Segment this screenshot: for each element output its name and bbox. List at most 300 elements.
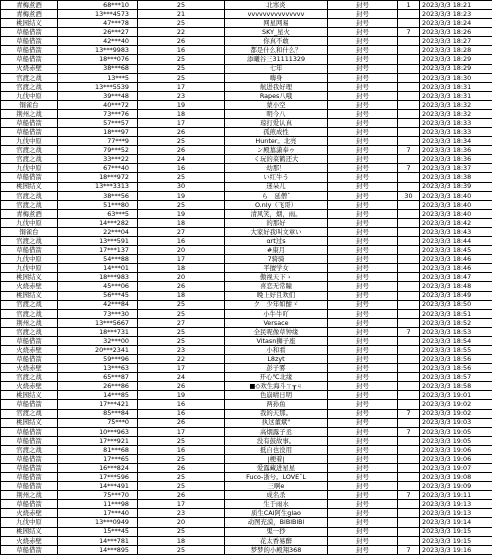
time-cell: 2023/3/3 18:58 (420, 382, 492, 391)
nickname-cell: 蒙小空 (225, 100, 328, 109)
nickname-cell: 添曦谷三31111329 (225, 55, 328, 64)
server-cell: 官渡之战 (1, 445, 58, 454)
action-cell: 封号 (328, 300, 398, 309)
days-cell (398, 209, 420, 218)
action-cell: 封号 (328, 146, 398, 155)
table-row (1, 182, 492, 191)
time-cell: 2023/3/3 18:56 (420, 364, 492, 373)
nickname-cell: 七年 (225, 64, 328, 73)
action-cell: 封号 (328, 182, 398, 191)
account-cell: 77***9 (58, 137, 138, 146)
server-cell: 火烧赤壁 (1, 282, 58, 291)
days-cell (398, 418, 420, 427)
server-cell: 官渡之战 (1, 409, 58, 418)
time-cell: 2023/3/3 19:08 (420, 473, 492, 482)
action-cell: 封号 (328, 518, 398, 527)
account-cell: 13***5 (58, 73, 138, 82)
action-cell: 封号 (328, 445, 398, 454)
table-row (1, 137, 492, 146)
nickname-cell: 鬼一抄 (225, 527, 328, 536)
action-cell: 封号 (328, 318, 398, 327)
server-cell: 草船借箭 (1, 463, 58, 472)
server-cell: 官渡之战 (1, 73, 58, 82)
time-cell: 2023/3/3 18:49 (420, 291, 492, 300)
server-cell: 草船借箭 (1, 246, 58, 255)
account-cell: 14***01 (58, 264, 138, 273)
level-cell: 23 (138, 91, 225, 100)
nickname-cell: 没有鼓故事。 (225, 436, 328, 445)
time-cell: 2023/3/3 18:56 (420, 355, 492, 364)
days-cell (398, 137, 420, 146)
account-cell: 14***491 (58, 482, 138, 491)
level-cell: 25 (138, 173, 225, 182)
action-cell: 封号 (328, 527, 398, 536)
nickname-cell: 爱露藏进星星 (225, 463, 328, 472)
account-cell: 13***0949 (58, 518, 138, 527)
level-cell: 20 (138, 246, 225, 255)
level-cell: 27 (138, 227, 225, 236)
time-cell: 2023/3/3 19:16 (420, 545, 492, 554)
nickname-cell: 晚上好且欢们 (225, 291, 328, 300)
level-cell: 18 (138, 536, 225, 545)
nickname-cell: 开心℃北缘 (225, 373, 328, 382)
days-cell (398, 445, 420, 454)
days-cell: 7 (398, 164, 420, 173)
nickname-cell: 小牛牛吖 (225, 309, 328, 318)
level-cell: 18 (138, 291, 225, 300)
level-cell: 18 (138, 218, 225, 227)
account-cell: 14***282 (58, 218, 138, 227)
time-cell: 2023/3/3 18:47 (420, 273, 492, 282)
days-cell: 30 (398, 191, 420, 200)
days-cell (398, 46, 420, 55)
days-cell: 7 (398, 545, 420, 554)
action-cell: 封号 (328, 418, 398, 427)
nickname-cell: |梗着| (225, 454, 328, 463)
time-cell: 2023/3/3 19:09 (420, 482, 492, 491)
action-cell: 封号 (328, 309, 398, 318)
action-cell: 封号 (328, 491, 398, 500)
nickname-cell: 梦梦的小殿翔368 (225, 545, 328, 554)
days-cell (398, 518, 420, 527)
time-cell: 2023/3/3 18:40 (420, 209, 492, 218)
level-cell: 25 (138, 545, 225, 554)
action-cell: 封号 (328, 473, 398, 482)
nickname-cell: L8zyt (225, 355, 328, 364)
table-row (1, 273, 492, 282)
nickname-cell: 清风笑，烟，雨。 (225, 209, 328, 218)
action-cell: 封号 (328, 427, 398, 436)
table-row (1, 155, 492, 164)
table-row (1, 518, 492, 527)
account-cell: 22***04 (58, 227, 138, 236)
table-row (1, 10, 492, 19)
days-cell (398, 454, 420, 463)
account-cell: 18***972 (58, 173, 138, 182)
days-cell (398, 463, 420, 472)
table-row (1, 37, 492, 46)
days-cell (398, 155, 420, 164)
table-row (1, 300, 492, 309)
time-cell: 2023/3/3 18:32 (420, 109, 492, 118)
nickname-cell: 花太香易醉 (225, 536, 328, 545)
level-cell: 25 (138, 482, 225, 491)
table-row (1, 237, 492, 246)
time-cell: 2023/3/3 18:44 (420, 237, 492, 246)
time-cell: 2023/3/3 18:30 (420, 73, 492, 82)
action-cell: 封号 (328, 436, 398, 445)
time-cell: 2023/3/3 18:31 (420, 91, 492, 100)
days-cell (398, 355, 420, 364)
server-cell: 草船借箭 (1, 55, 58, 64)
server-cell: 桃园结义 (1, 182, 58, 191)
server-cell: 青梅煮酒 (1, 209, 58, 218)
account-cell: 68***10 (58, 1, 138, 10)
action-cell: 封号 (328, 191, 398, 200)
server-cell: 铜雀台 (1, 100, 58, 109)
level-cell: 16 (138, 445, 225, 454)
table-row (1, 109, 492, 118)
server-cell: 火烧赤壁 (1, 509, 58, 518)
account-cell: 85***84 (58, 409, 138, 418)
nickname-cell: 彭子雾 (225, 364, 328, 373)
action-cell: 封号 (328, 291, 398, 300)
server-cell: 草船借箭 (1, 128, 58, 137)
level-cell: 17 (138, 119, 225, 128)
level-cell: 25 (138, 527, 225, 536)
server-cell: 火烧赤壁 (1, 345, 58, 354)
level-cell: 18 (138, 109, 225, 118)
account-cell: 17***137 (58, 246, 138, 255)
days-cell (398, 128, 420, 137)
table-row (1, 409, 492, 418)
account-cell: 17***921 (58, 436, 138, 445)
time-cell: 2023/3/3 19:02 (420, 409, 492, 418)
action-cell: 封号 (328, 218, 398, 227)
days-cell (398, 182, 420, 191)
time-cell: 2023/3/3 18:34 (420, 137, 492, 146)
action-cell: 封号 (328, 173, 398, 182)
server-cell: 草船借箭 (1, 427, 58, 436)
level-cell: 25 (138, 64, 225, 73)
nickname-cell: 都是什么和什么？ (225, 46, 328, 55)
account-cell: 17***596 (58, 473, 138, 482)
time-cell: 2023/3/3 18:54 (420, 336, 492, 345)
action-cell: 封号 (328, 19, 398, 28)
account-cell: 73***76 (58, 109, 138, 118)
time-cell: 2023/3/3 18:29 (420, 64, 492, 73)
nickname-cell: 航进我好理 (225, 82, 328, 91)
level-cell: 25 (138, 55, 225, 64)
nickname-cell: #康月 (225, 246, 328, 255)
table-row (1, 291, 492, 300)
days-cell (398, 382, 420, 391)
account-cell: 75***70 (58, 491, 138, 500)
nickname-cell: 两孙鱼 (225, 400, 328, 409)
action-cell: 封号 (328, 373, 398, 382)
days-cell (398, 246, 420, 255)
server-cell: 火烧赤壁 (1, 364, 58, 373)
level-cell: 16 (138, 400, 225, 409)
days-cell (398, 300, 420, 309)
server-cell: 草船借箭 (1, 28, 58, 37)
time-cell: 2023/3/3 18:33 (420, 128, 492, 137)
time-cell: 2023/3/3 18:39 (420, 182, 492, 191)
table-row (1, 73, 492, 82)
nickname-cell: 质生CAI阿生glao (225, 509, 328, 518)
nickname-cell: Rapes八哦 (225, 91, 328, 100)
table-row (1, 445, 492, 454)
days-cell (398, 345, 420, 354)
days-cell (398, 500, 420, 509)
time-cell: 2023/3/3 19:01 (420, 391, 492, 400)
days-cell: 7 (398, 327, 420, 336)
level-cell: 25 (138, 200, 225, 209)
level-cell: 26 (138, 37, 225, 46)
action-cell: 封号 (328, 237, 398, 246)
account-cell: 18***97 (58, 128, 138, 137)
table-row (1, 427, 492, 436)
time-cell: 2023/3/3 18:53 (420, 327, 492, 336)
account-cell: 16***824 (58, 463, 138, 472)
account-cell: 18***983 (58, 273, 138, 282)
nickname-cell: 平擅学女 (225, 264, 328, 273)
level-cell: 26 (138, 463, 225, 472)
account-cell: 13***3313 (58, 182, 138, 191)
level-cell: 25 (138, 436, 225, 445)
account-cell: 42***84 (58, 300, 138, 309)
nickname-cell: 抵自也没用 (225, 445, 328, 454)
account-cell: 47***78 (58, 19, 138, 28)
account-cell: 14***85 (58, 391, 138, 400)
nickname-cell: 7骑骑 (225, 255, 328, 264)
server-cell: 荆州之战 (1, 318, 58, 327)
account-cell: 54***88 (58, 255, 138, 264)
days-cell (398, 364, 420, 373)
action-cell: 封号 (328, 463, 398, 472)
time-cell: 2023/3/3 18:40 (420, 191, 492, 200)
time-cell: 2023/3/3 18:43 (420, 227, 492, 236)
account-cell: 63***5 (58, 209, 138, 218)
server-cell: 草船借箭 (1, 473, 58, 482)
nickname-cell: 全民呢像草钟缘 (225, 327, 328, 336)
days-cell (398, 82, 420, 91)
days-cell: 7 (398, 427, 420, 436)
action-cell: 封号 (328, 209, 398, 218)
time-cell: 2023/3/3 18:55 (420, 345, 492, 354)
account-cell: 81***68 (58, 445, 138, 454)
level-cell: 26 (138, 418, 225, 427)
action-cell: 封号 (328, 382, 398, 391)
nickname-cell: 明今八 (225, 109, 328, 118)
level-cell: 25 (138, 309, 225, 318)
days-cell (398, 400, 420, 409)
action-cell: 封号 (328, 454, 398, 463)
time-cell: 2023/3/3 18:48 (420, 282, 492, 291)
account-cell: 42***40 (58, 37, 138, 46)
level-cell: 17 (138, 82, 225, 91)
time-cell: 2023/3/3 18:32 (420, 100, 492, 109)
time-cell: 2023/3/3 19:05 (420, 436, 492, 445)
server-cell: 青梅煮酒 (1, 1, 58, 10)
account-cell: 75***0 (58, 418, 138, 427)
nickname-cell: 喜恋无常瞳 (225, 282, 328, 291)
level-cell: 26 (138, 491, 225, 500)
server-cell: 桃园结义 (1, 527, 58, 536)
account-cell: 15***45 (58, 527, 138, 536)
server-cell: 火烧赤壁 (1, 382, 58, 391)
account-cell: 13***4573 (58, 10, 138, 19)
time-cell: 2023/3/3 18:23 (420, 10, 492, 19)
action-cell: 封号 (328, 482, 398, 491)
nickname-cell: Versace (225, 318, 328, 327)
days-cell (398, 255, 420, 264)
table-row (1, 55, 492, 64)
nickname-cell: 生于雨水 (225, 500, 328, 509)
level-cell: 20 (138, 518, 225, 527)
nickname-cell: 成名杀 (225, 491, 328, 500)
days-cell (398, 73, 420, 82)
time-cell: 2023/3/3 19:05 (420, 427, 492, 436)
table-row (1, 491, 492, 500)
table-row (1, 119, 492, 128)
nickname-cell: 迷朵儿 (225, 182, 328, 191)
table-row (1, 1, 492, 10)
action-cell: 封号 (328, 345, 398, 354)
days-cell (398, 282, 420, 291)
nickname-cell: 你真不敢 (225, 37, 328, 46)
server-cell: 桃园结义 (1, 19, 58, 28)
time-cell: 2023/3/3 18:37 (420, 164, 492, 173)
server-cell: 九伐中原 (1, 218, 58, 227)
nickname-cell: O.nly（飞哥） (225, 200, 328, 209)
level-cell: 26 (138, 128, 225, 137)
action-cell: 封号 (328, 246, 398, 255)
level-cell: 27 (138, 318, 225, 327)
action-cell: 封号 (328, 364, 398, 373)
nickname-cell: 孤煎成性 (225, 128, 328, 137)
table-row (1, 128, 492, 137)
days-cell (398, 37, 420, 46)
account-cell: 13***9983 (58, 46, 138, 55)
table-row (1, 473, 492, 482)
days-cell (398, 10, 420, 19)
action-cell: 封号 (328, 409, 398, 418)
action-cell: 封号 (328, 37, 398, 46)
time-cell: 2023/3/3 18:52 (420, 318, 492, 327)
level-cell: 16 (138, 409, 225, 418)
action-cell: 封号 (328, 109, 398, 118)
table-row (1, 364, 492, 373)
action-cell: 封号 (328, 200, 398, 209)
time-cell: 2023/3/3 18:28 (420, 46, 492, 55)
action-cell: 封号 (328, 327, 398, 336)
level-cell: 25 (138, 473, 225, 482)
nickname-cell: Hunter。北亮 (225, 137, 328, 146)
action-cell: 封号 (328, 128, 398, 137)
level-cell: 25 (138, 327, 225, 336)
level-cell: 25 (138, 336, 225, 345)
server-cell: 官渡之战 (1, 82, 58, 91)
level-cell: 24 (138, 155, 225, 164)
account-cell: 67***40 (58, 164, 138, 173)
days-cell (398, 55, 420, 64)
days-cell (398, 336, 420, 345)
table-row (1, 46, 492, 55)
table-row (1, 418, 492, 427)
server-cell: 草船借箭 (1, 355, 58, 364)
server-cell: 桃园结义 (1, 273, 58, 282)
days-cell (398, 473, 420, 482)
table-row (1, 463, 492, 472)
nickname-cell: 琼打爱认真 (225, 119, 328, 128)
action-cell: 封号 (328, 282, 398, 291)
nickname-cell: 网星网易 (225, 19, 328, 28)
action-cell: 封号 (328, 545, 398, 554)
days-cell (398, 373, 420, 382)
nickname-cell: ク 少年如酣ゞ (225, 300, 328, 309)
table-row (1, 391, 492, 400)
table-row (1, 373, 492, 382)
time-cell: 2023/3/3 19:03 (420, 418, 492, 427)
server-cell: 草船借箭 (1, 173, 58, 182)
time-cell: 2023/3/3 18:27 (420, 37, 492, 46)
account-cell: 13***5667 (58, 318, 138, 327)
level-cell: 26 (138, 282, 225, 291)
nickname-cell: 北寒炎 (225, 1, 328, 10)
server-cell: 荆州之战 (1, 109, 58, 118)
days-cell (398, 91, 420, 100)
table-row (1, 19, 492, 28)
time-cell: 2023/3/3 18:40 (420, 200, 492, 209)
level-cell: 25 (138, 1, 225, 10)
days-cell (398, 109, 420, 118)
account-cell: 10***963 (58, 427, 138, 436)
nickname-cell: 三啊e (225, 482, 328, 491)
nickname-cell: 色崩晴日明 (225, 391, 328, 400)
days-cell (398, 173, 420, 182)
table-row (1, 527, 492, 536)
table-row (1, 382, 492, 391)
table-row (1, 100, 492, 109)
days-cell (398, 509, 420, 518)
table-row (1, 246, 492, 255)
account-cell: 40***72 (58, 100, 138, 109)
nickname-cell: 傲视天下ゝ (225, 273, 328, 282)
days-cell (398, 291, 420, 300)
table-row (1, 164, 492, 173)
account-cell: 26***86 (58, 382, 138, 391)
level-cell: 25 (138, 300, 225, 309)
level-cell: 22 (138, 28, 225, 37)
account-cell: 33***22 (58, 155, 138, 164)
time-cell: 2023/3/3 18:51 (420, 309, 492, 318)
days-cell (398, 309, 420, 318)
level-cell: 30 (138, 182, 225, 191)
server-cell: 九伐中原 (1, 255, 58, 264)
server-cell: 官渡之战 (1, 200, 58, 209)
days-cell (398, 264, 420, 273)
server-cell: 荆州之战 (1, 491, 58, 500)
days-cell (398, 318, 420, 327)
account-cell: 59***96 (58, 355, 138, 364)
level-cell: 25 (138, 454, 225, 463)
time-cell: 2023/3/3 19:13 (420, 500, 492, 509)
server-cell: 九伐中原 (1, 91, 58, 100)
server-cell: 桃园结义 (1, 391, 58, 400)
level-cell: 16 (138, 164, 225, 173)
account-cell: 20***2341 (58, 345, 138, 354)
